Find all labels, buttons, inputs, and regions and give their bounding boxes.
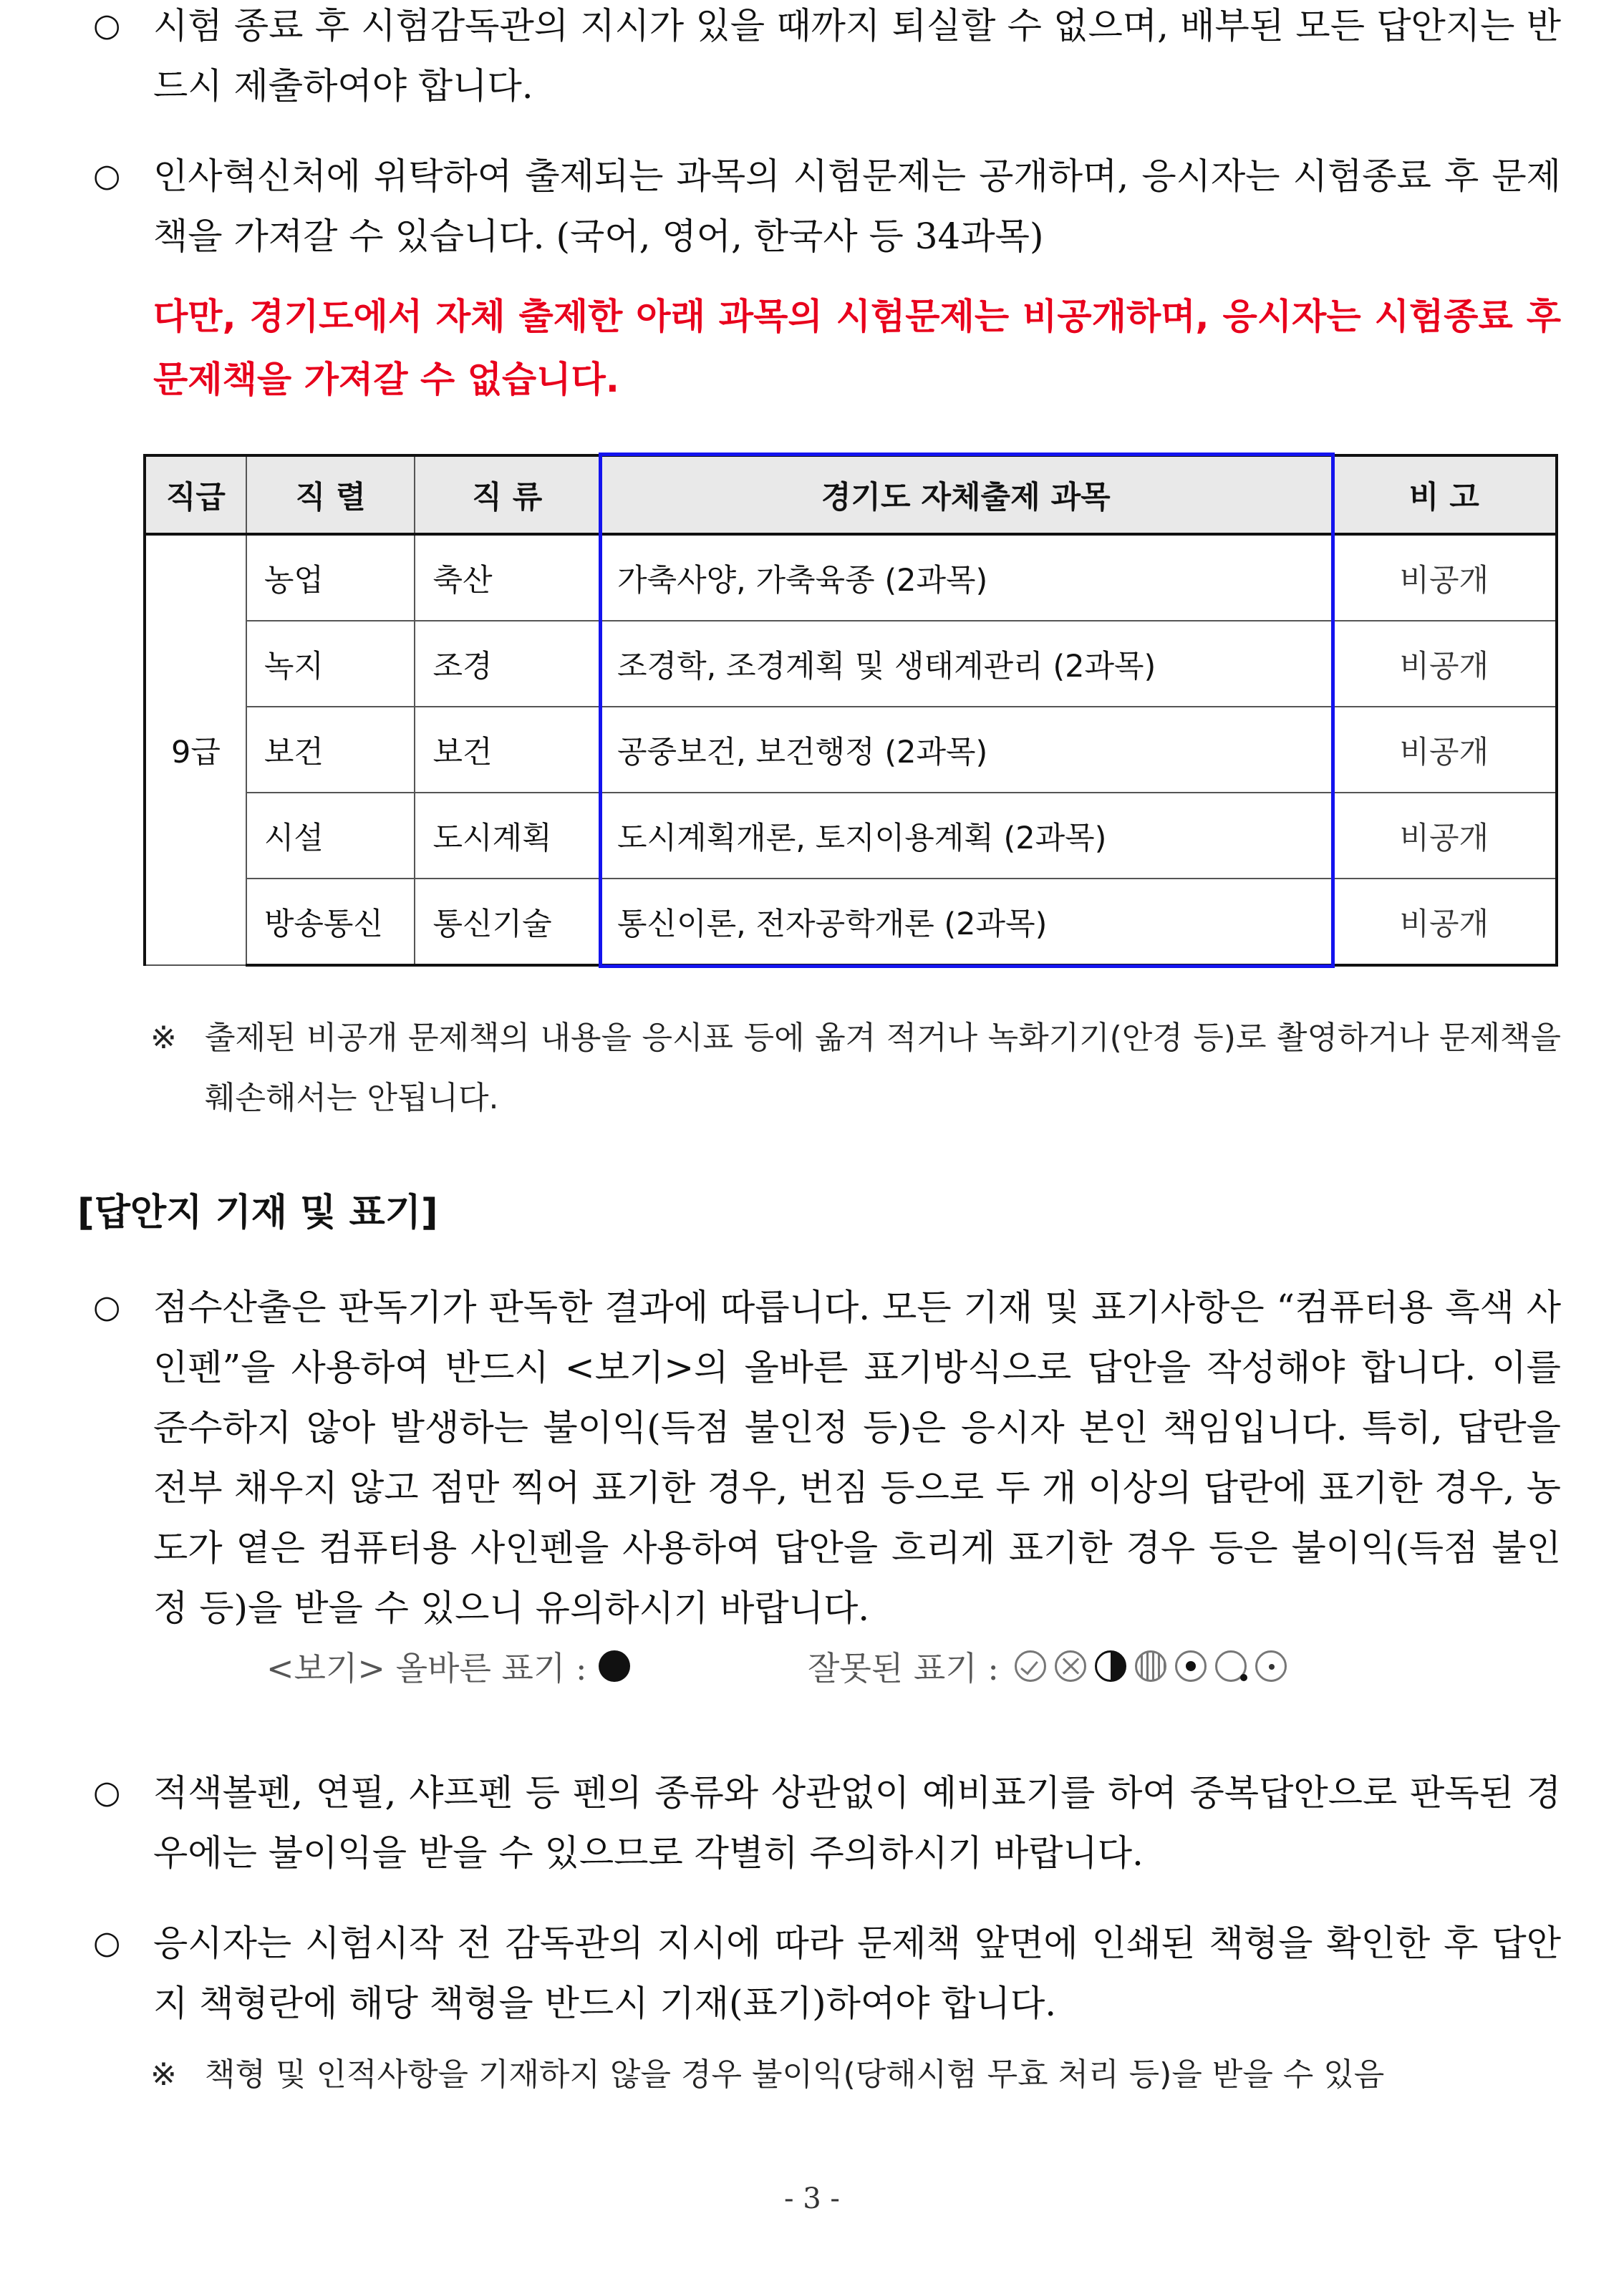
final-note <box>150 2045 1561 2105</box>
subjects-cell: 가축사양, 가축육종 (2과목) <box>599 534 1333 621</box>
class-cell: 축산 <box>415 534 599 621</box>
class-cell: 도시계획 <box>415 793 599 879</box>
subjects-cell: 조경학, 조경계획 및 생태계관리 (2과목) <box>599 621 1333 707</box>
paragraph-marking-rules <box>93 1277 1561 1638</box>
x-circle-icon <box>1055 1650 1086 1682</box>
header-remark: 비 고 <box>1333 455 1557 534</box>
paragraph-text: 응시자는 시험시작 전 감독관의 지시에 따라 문제책 앞면에 인쇄된 책형을 확인한 후 답안지 책형란에 해당 책형을 반드시 기재(표기)하여야 합니다. <box>153 1922 1561 2024</box>
correct-label: <보기> 올바른 표기 : <box>266 1649 587 1688</box>
remark-cell: 비공개 <box>1333 707 1557 793</box>
bullet: ○ <box>93 1925 121 1961</box>
section-heading: [답안지 기재 및 표기] <box>77 1191 438 1234</box>
bullet: ○ <box>93 158 121 194</box>
table-row <box>145 707 1557 793</box>
subjects-cell: 도시계획개론, 토지이용계획 (2과목) <box>599 793 1333 879</box>
table-row <box>145 793 1557 879</box>
header-series: 직 렬 <box>246 455 415 534</box>
table-row <box>145 879 1557 965</box>
red-notice: 다만, 경기도에서 자체 출제한 아래 과목의 시험문제는 비공개하며, 응시자는 시험종료 후 문제책을 가져갈 수 없습니다. <box>153 296 1561 400</box>
class-cell: 조경 <box>415 621 599 707</box>
table-row <box>145 621 1557 707</box>
series-cell: 시설 <box>246 793 415 879</box>
note-mark: ※ <box>150 1020 177 1056</box>
series-cell: 방송통신 <box>246 879 415 965</box>
paragraph-text: 시험 종료 후 시험감독관의 지시가 있을 때까지 퇴실할 수 없으며, 배부된 모든 답안지는 반드시 제출하여야 합니다. <box>153 5 1561 107</box>
grade-cell: 9급 <box>145 534 246 965</box>
page-number: - 3 - <box>784 2182 840 2215</box>
remark-cell: 비공개 <box>1333 534 1557 621</box>
remark-cell: 비공개 <box>1333 621 1557 707</box>
header-class: 직 류 <box>415 455 599 534</box>
series-cell: 농업 <box>246 534 415 621</box>
example-correct <box>266 1641 634 1691</box>
example-wrong <box>808 1641 1291 1691</box>
tail-circle-icon <box>1215 1650 1247 1682</box>
paragraph-text: 적색볼펜, 연필, 샤프펜 등 펜의 종류와 상관없이 예비표기를 하여 중복답안으로 판독된 경우에는 불이익을 받을 수 있으므로 각별히 주의하시기 바랍니다. <box>153 1772 1561 1874</box>
series-cell: 녹지 <box>246 621 415 707</box>
check-circle-icon <box>1015 1650 1046 1682</box>
note-text: 책형 및 인적사항을 기재하지 않을 경우 불이익(당해시험 무효 처리 등)을 받을 수 있음 <box>205 2056 1385 2093</box>
remark-cell: 비공개 <box>1333 879 1557 965</box>
paragraph-public-questions <box>93 146 1561 266</box>
table-row <box>145 534 1557 621</box>
subjects-cell: 공중보건, 보건행정 (2과목) <box>599 707 1333 793</box>
half-filled-circle-icon <box>1095 1650 1126 1682</box>
table-header-row <box>145 455 1557 534</box>
note-text: 출제된 비공개 문제책의 내용을 응시표 등에 옮겨 적거나 녹화기기(안경 등)로 촬영하거나 문제책을 훼손해서는 안됩니다. <box>205 1020 1561 1116</box>
header-subjects: 경기도 자체출제 과목 <box>599 455 1333 534</box>
series-cell: 보건 <box>246 707 415 793</box>
note-mark: ※ <box>150 2056 177 2093</box>
bullet: ○ <box>93 1774 121 1811</box>
paragraph-exit-rule <box>93 0 1561 116</box>
striped-circle-icon <box>1135 1650 1166 1682</box>
remark-cell: 비공개 <box>1333 793 1557 879</box>
subjects-cell: 통신이론, 전자공학개론 (2과목) <box>599 879 1333 965</box>
wrong-label: 잘못된 표기 : <box>808 1649 999 1688</box>
table-note <box>150 1008 1561 1128</box>
paragraph-booklet-type <box>93 1913 1561 2033</box>
header-grade: 직급 <box>145 455 246 534</box>
filled-circle-icon <box>599 1650 630 1682</box>
paragraph-text: 인사혁신처에 위탁하여 출제되는 과목의 시험문제는 공개하며, 응시자는 시험종료 후 문제책을 가져갈 수 있습니다. (국어, 영어, 한국사 등 34과목) <box>153 155 1561 257</box>
class-cell: 통신기술 <box>415 879 599 965</box>
subjects-table <box>143 454 1558 967</box>
bullet: ○ <box>93 7 121 44</box>
paragraph-text: 점수산출은 판독기가 판독한 결과에 따릅니다. 모든 기재 및 표기사항은 “컴퓨터용 흑색 사인펜”을 사용하여 반드시 <보기>의 올바른 표기방식으로 답안을 작성해야 합니다. 이를 준수하지 않아 발생하는 불이익(득점 불인정 등)은 응시자 본인 책임입니다. 특히, 답란을 전부 채우지 않고 점만 찍어 표기한 경우, 번짐 등으로 두 개 이상의 답란에 표기한 경우, 농도가 옅은 컴퓨터용 사인펜을 사용하여 답안을 흐리게 표기한 경우 등은 불이익(득점 불인정 등)을 받을 수 있으니 유의하시기 바랍니다. <box>153 1287 1561 1629</box>
class-cell: 보건 <box>415 707 599 793</box>
small-dot-circle-icon <box>1255 1650 1287 1682</box>
bullet: ○ <box>93 1289 121 1325</box>
center-dot-circle-icon <box>1175 1650 1207 1682</box>
paragraph-preliminary-marks <box>93 1763 1561 1883</box>
